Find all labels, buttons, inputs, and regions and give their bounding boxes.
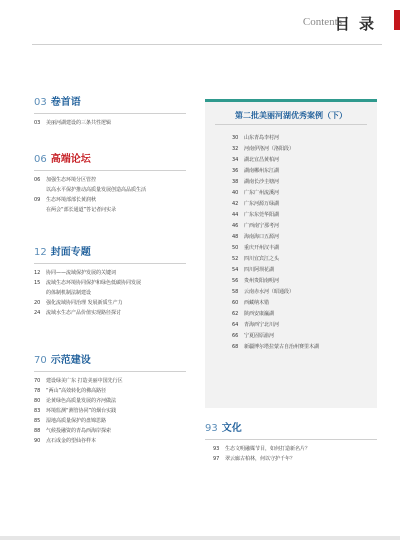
page-number: 68: [232, 344, 239, 350]
toc-entry[interactable]: [34, 418, 186, 425]
page-number: 48: [232, 234, 239, 240]
entry-title: 生态环境部部长黄润秋: [46, 197, 97, 203]
toc-entry[interactable]: [34, 290, 186, 297]
page-number: 36: [232, 168, 239, 174]
entry-title: 山东青岛李村河: [244, 135, 280, 141]
case-entry[interactable]: [232, 344, 377, 351]
page-number: 38: [232, 179, 239, 185]
page-number: 09: [34, 197, 41, 203]
section-heading[interactable]: [34, 96, 186, 114]
page-number: 90: [34, 438, 41, 444]
case-entry[interactable]: [232, 146, 377, 153]
case-entry[interactable]: [232, 278, 377, 285]
page-number: 54: [232, 267, 239, 273]
entry-title: 流域水生态产品价值实现路径探讨: [46, 310, 122, 316]
entry-title: 气候投融资的青岛西海岸探索: [46, 428, 112, 434]
entry-title: 的体制机制法制建设: [46, 290, 92, 296]
page-number: 44: [232, 212, 239, 218]
case-entry[interactable]: [232, 322, 377, 329]
section-heading[interactable]: [205, 422, 377, 440]
toc-entry[interactable]: [34, 408, 186, 415]
page-number: 56: [232, 278, 239, 284]
page-number: 42: [232, 201, 239, 207]
case-entry[interactable]: [232, 289, 377, 296]
toc-entry[interactable]: [34, 197, 186, 204]
case-box: [205, 99, 377, 408]
entry-title: 湖南郴州东江湖: [244, 168, 280, 174]
case-entry[interactable]: [232, 179, 377, 186]
section-title: 高端论坛: [50, 154, 91, 165]
toc-entry[interactable]: [34, 300, 186, 307]
page-number: 93: [213, 446, 220, 452]
toc-entry[interactable]: [213, 446, 377, 453]
entry-title: 点石成金的望仙谷样本: [46, 438, 97, 444]
entry-title: 广东东莞华阳湖: [244, 212, 280, 218]
page-number: 32: [232, 146, 239, 152]
entry-title: 陕西安康瀛湖: [244, 311, 275, 317]
page-number: 20: [34, 300, 41, 306]
case-entry[interactable]: [232, 135, 377, 142]
case-entry[interactable]: [232, 256, 377, 263]
page-number: 06: [34, 177, 41, 183]
entry-title: 重庆开州汉丰湖: [244, 245, 280, 251]
entry-title: 四川宜宾江之头: [244, 256, 280, 262]
page-footer-strip: [0, 536, 400, 540]
entry-title: 广西南宁那考河: [244, 223, 280, 229]
toc-entry[interactable]: [34, 388, 186, 395]
section-cover-topic: [34, 246, 186, 320]
case-entry[interactable]: [232, 245, 377, 252]
page-number: 12: [34, 270, 41, 276]
toc-entry[interactable]: [34, 310, 186, 317]
page-number: 64: [232, 322, 239, 328]
section-title: 示范建设: [50, 355, 91, 366]
section-title: 文化: [221, 423, 242, 434]
entry-title: 翠云廊古柏林，何以守护千年？: [225, 456, 296, 462]
page-number: 34: [232, 157, 239, 163]
page-number: 83: [34, 408, 41, 414]
case-entry[interactable]: [232, 157, 377, 164]
page-number: 40: [232, 190, 239, 196]
entry-title: 青海西宁北川河: [244, 322, 280, 328]
page-number: 88: [34, 428, 41, 434]
section-culture: [205, 422, 377, 466]
page-number: 58: [232, 289, 239, 295]
entry-title: 流域生态环境协同保护和绿色低碳协同发展: [46, 280, 142, 286]
section-forum: [34, 153, 186, 217]
entry-title: 广东河源万绿湖: [244, 201, 280, 207]
header-accent-bar: [394, 10, 400, 30]
entry-title: 协同——流域保护发展的关键词: [46, 270, 117, 276]
entry-title: 强化流域协同治理 发展新质生产力: [46, 300, 123, 306]
header-english-title: Contents: [302, 16, 342, 28]
page-number: 15: [34, 280, 41, 286]
entry-title: 广东广州流溪河: [244, 190, 280, 196]
page-number: 62: [232, 311, 239, 317]
section-heading[interactable]: [34, 246, 186, 264]
page-number: 70: [34, 378, 41, 384]
toc-entry[interactable]: [34, 270, 186, 277]
case-box-title[interactable]: 第二批美丽河湖优秀案例（下）: [215, 108, 367, 125]
toc-entry[interactable]: [34, 187, 186, 194]
section-number: 12: [34, 247, 47, 258]
section-title: 卷首语: [50, 97, 81, 108]
entry-title: 美丽河湖建设的三条共性逻辑: [46, 120, 112, 126]
entry-title: 湿地高质量保护的盘锦思路: [46, 418, 107, 424]
page-number: 97: [213, 456, 220, 462]
page-header: [0, 13, 400, 35]
entry-title: 湖北宜昌黄柏河: [244, 157, 280, 163]
case-entry[interactable]: [232, 333, 377, 340]
page-number: 50: [232, 245, 239, 251]
case-box-list: [232, 135, 377, 351]
toc-entry[interactable]: [34, 120, 186, 127]
entry-title: 以高水平保护推动高质量发展创造高品质生活: [46, 187, 147, 193]
case-entry[interactable]: [232, 212, 377, 219]
section-number: 70: [34, 355, 47, 366]
toc-entry[interactable]: [34, 438, 186, 445]
section-heading[interactable]: [34, 354, 186, 372]
toc-entry[interactable]: [34, 177, 186, 184]
entry-title: 建设绿美广东 打造美丽中国先行区: [46, 378, 123, 384]
section-number: 03: [34, 97, 47, 108]
entry-title: 湖南长沙圭塘河: [244, 179, 280, 185]
header-chinese-title: 目 录: [334, 15, 376, 33]
page-number: 52: [232, 256, 239, 262]
toc-entry[interactable]: [34, 378, 186, 385]
page-number: 46: [232, 223, 239, 229]
case-entry[interactable]: [232, 201, 377, 208]
toc-entry[interactable]: [213, 456, 377, 463]
entry-title: 河南伊洛河（洛阳段）: [244, 146, 295, 152]
entry-title: 西藏纳木错: [244, 300, 270, 306]
page-number: 60: [232, 300, 239, 306]
entry-title: “两山”高效转化的佛高路径: [46, 388, 107, 394]
section-heading[interactable]: [34, 153, 186, 171]
entry-title: 在两会“部长通道”答记者问实录: [46, 207, 117, 213]
entry-title: 贵州贵阳南明河: [244, 278, 280, 284]
case-entry[interactable]: [232, 190, 377, 197]
toc-entry[interactable]: [34, 398, 186, 405]
entry-title: 环境监测“测管协同”的烟台实践: [46, 408, 117, 414]
entry-title: 论黄绿色高质量发展的齐河做法: [46, 398, 117, 404]
entry-title: 海南海口五源河: [244, 234, 280, 240]
toc-entry[interactable]: [34, 207, 186, 214]
case-entry[interactable]: [232, 300, 377, 307]
entry-title: 加强生态环境分区管控: [46, 177, 97, 183]
page-number: 30: [232, 135, 239, 141]
page-number: 85: [34, 418, 41, 424]
page-number: 24: [34, 310, 41, 316]
section-number: 93: [205, 423, 218, 434]
page-number: 66: [232, 333, 239, 339]
header-rule: [32, 44, 382, 45]
section-number: 06: [34, 154, 47, 165]
section-title: 封面专题: [50, 247, 91, 258]
entry-title: 云南赤水河（昭通段）: [244, 289, 295, 295]
entry-title: 生态文明融媒节目，如何打造新名片？: [225, 446, 311, 452]
case-entry[interactable]: [232, 223, 377, 230]
section-demonstration: [34, 354, 186, 448]
page-number: 78: [34, 388, 41, 394]
case-entry[interactable]: [232, 234, 377, 241]
section-preface: [34, 96, 186, 130]
case-entry[interactable]: [232, 168, 377, 175]
entry-title: 四川阿坝花湖: [244, 267, 275, 273]
case-entry[interactable]: [232, 267, 377, 274]
case-entry[interactable]: [232, 311, 377, 318]
toc-entry[interactable]: [34, 280, 186, 287]
page-number: 80: [34, 398, 41, 404]
entry-title: 新疆博尔塔拉蒙古自治州赛里木湖: [244, 344, 320, 350]
page-number: 03: [34, 120, 41, 126]
entry-title: 宁夏固原渝河: [244, 333, 275, 339]
toc-entry[interactable]: [34, 428, 186, 435]
